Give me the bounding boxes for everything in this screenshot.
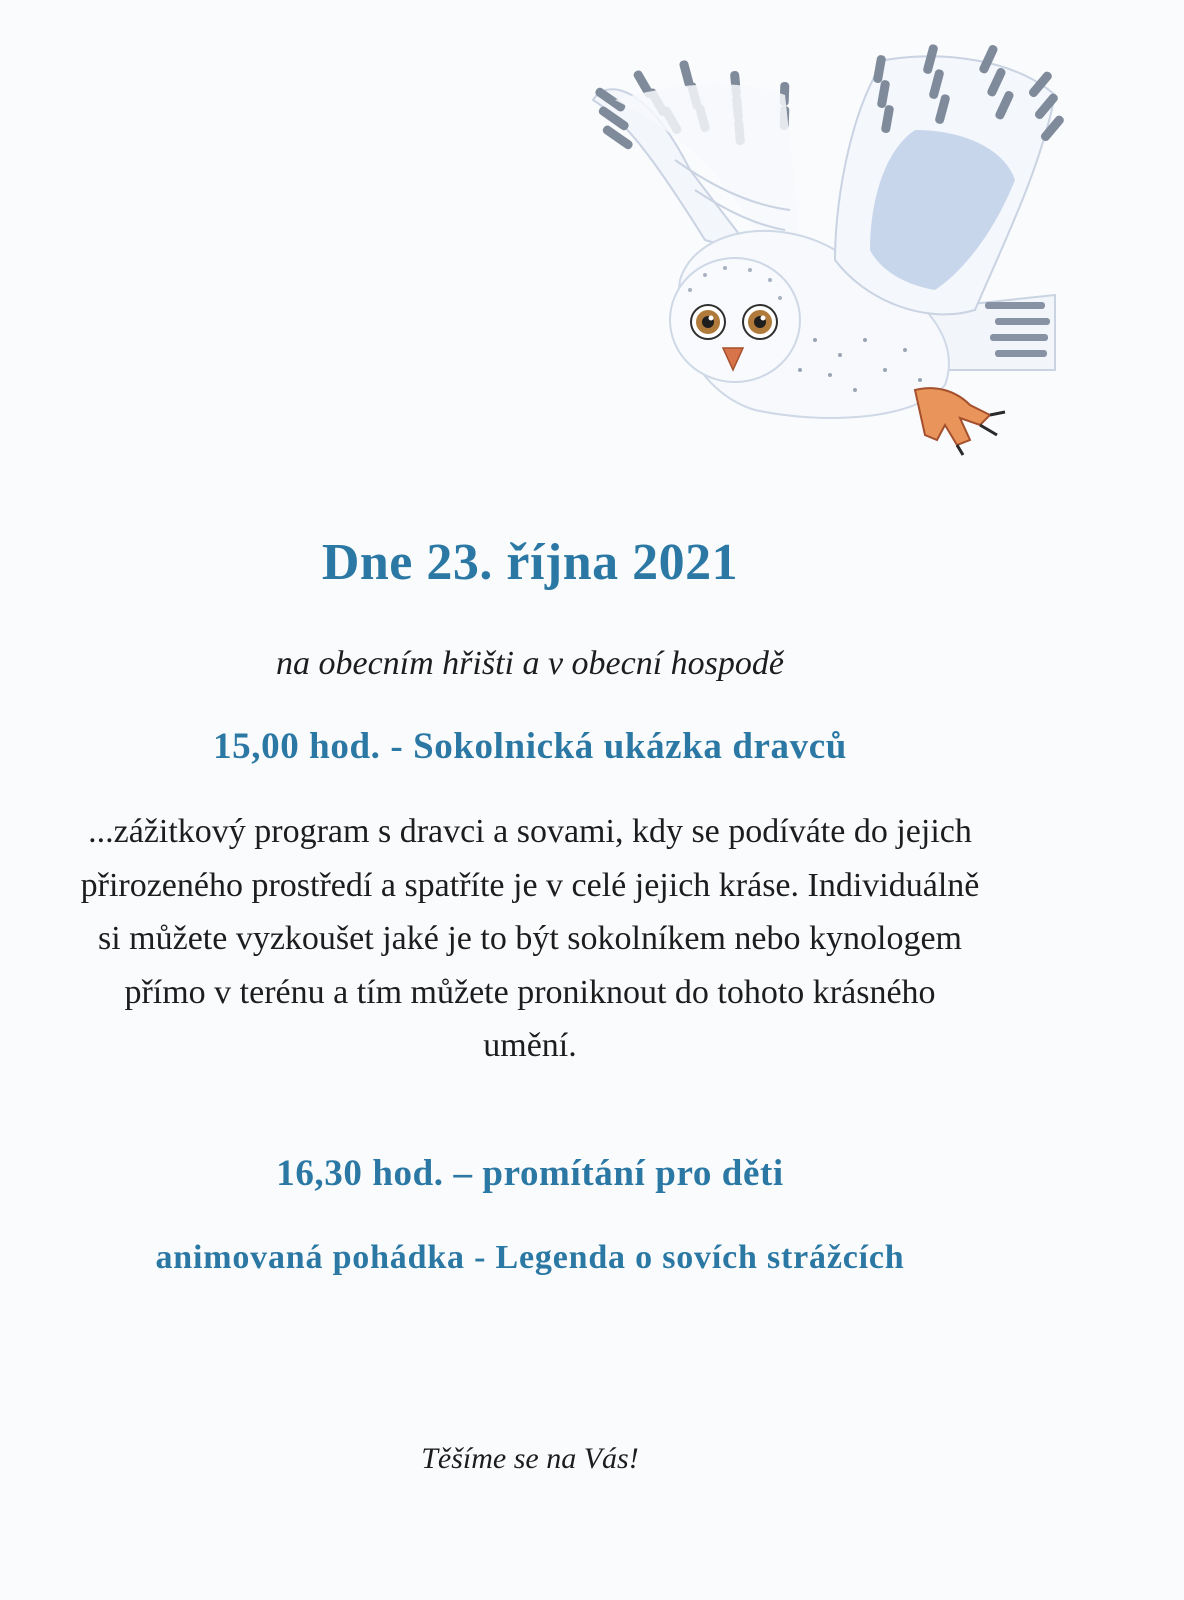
event-location: na obecním hřišti a v obecní hospodě (275, 645, 785, 682)
owl-left-eye (691, 305, 725, 339)
closing-message: Těšíme se na Vás! (421, 1442, 639, 1475)
event-date-heading: Dne 23. října 2021 (321, 534, 739, 591)
owl-talons (915, 388, 1005, 455)
event1-description: ...zážitkový program s dravci a sovami, kdy se podíváte do jejich přirozeného prostředí a spatříte je v celé jejich kráse. Individuálně si můžete vyzkoušet jaké je to být sokolníkem nebo kynologem přímo v terénu a tím můžete proniknout do tohoto krásného umění. (80, 813, 980, 1064)
event2-subtitle: animovaná pohádka - Legenda o sovích strážcích (155, 1239, 905, 1276)
event1-title: 15,00 hod. - Sokolnická ukázka dravců (213, 726, 847, 767)
owl-right-eye (743, 305, 777, 339)
event2-title: 16,30 hod. – promítání pro děti (276, 1153, 784, 1194)
owl-right-wing (835, 43, 1065, 314)
owl-left-wing (593, 59, 800, 255)
snowy-owl-illustration (585, 40, 1085, 470)
owl-head (670, 258, 800, 382)
